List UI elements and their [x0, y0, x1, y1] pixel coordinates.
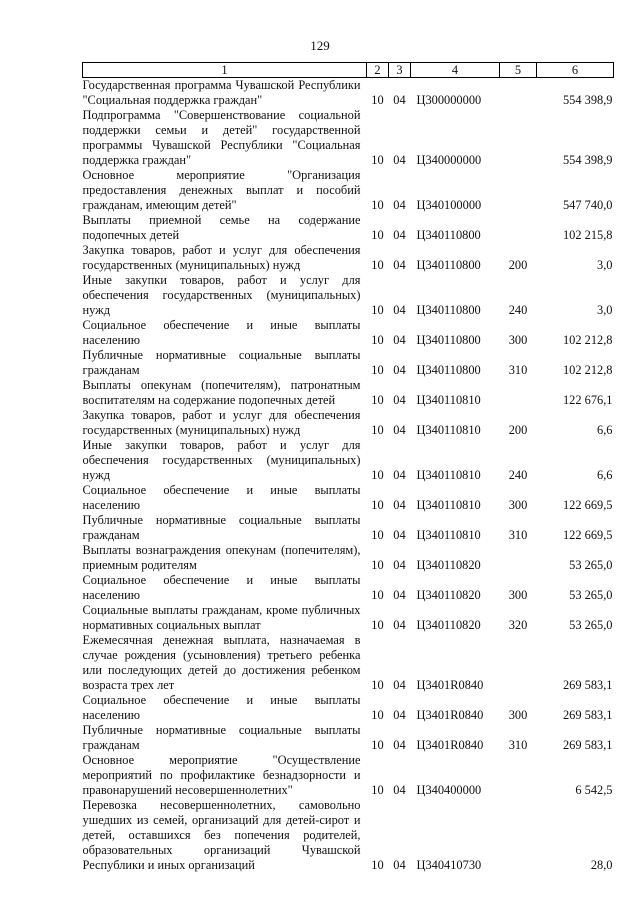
row-target-article-cell: Ц340110810 [416, 393, 481, 407]
row-section-cell: 10 [371, 423, 384, 437]
table-row [83, 273, 614, 318]
row-amount-cell: 102 215,8 [562, 228, 613, 242]
row-expense-type-cell: 200 [508, 258, 528, 272]
row-name-cell: Социальное обеспечение и иные выплаты населению [82, 483, 361, 512]
row-target-article-cell: Ц340110800 [416, 333, 481, 347]
table-row [83, 753, 614, 798]
row-amount-cell: 28,0 [590, 858, 613, 872]
row-target-article-cell: Ц340100000 [416, 198, 482, 212]
table-row [83, 483, 614, 513]
row-target-article-cell: Ц340110810 [416, 498, 481, 512]
row-subsection-cell: 04 [393, 858, 406, 872]
column-header-section: 2 [367, 63, 389, 78]
row-subsection-cell: 04 [393, 153, 406, 167]
row-name-cell: Основное мероприятие "Осуществление мероприятий по профилактике безнадзорности и правонарушений несовершеннолетних" [82, 753, 361, 797]
row-name-cell: Публичные нормативные социальные выплаты гражданам [82, 723, 361, 752]
column-header-name: 1 [83, 63, 367, 78]
row-section-cell: 10 [371, 738, 384, 752]
row-section-cell: 10 [371, 618, 384, 632]
table-row [83, 318, 614, 348]
table-row [83, 513, 614, 543]
row-section-cell: 10 [371, 678, 384, 692]
row-amount-cell: 554 398,9 [562, 153, 613, 167]
row-section-cell: 10 [371, 558, 384, 572]
table-row [83, 108, 614, 168]
table-row [83, 438, 614, 483]
row-expense-type-cell [500, 753, 537, 798]
row-expense-type-cell [500, 78, 537, 109]
row-target-article-cell: Ц3401R0840 [416, 738, 484, 752]
row-section-cell: 10 [371, 153, 384, 167]
row-subsection-cell: 04 [393, 678, 406, 692]
row-section-cell: 10 [371, 393, 384, 407]
row-amount-cell: 102 212,8 [562, 363, 613, 377]
row-subsection-cell: 04 [393, 708, 406, 722]
row-expense-type-cell: 310 [508, 528, 528, 542]
row-amount-cell: 53 265,0 [569, 588, 613, 602]
row-name-cell: Закупка товаров, работ и услуг для обеспечения государственных (муниципальных) нужд [82, 243, 361, 272]
table-row [83, 603, 614, 633]
row-amount-cell: 269 583,1 [562, 678, 613, 692]
row-amount-cell: 6,6 [597, 468, 613, 482]
row-amount-cell: 554 398,9 [562, 93, 613, 107]
row-subsection-cell: 04 [393, 423, 406, 437]
row-amount-cell: 102 212,8 [562, 333, 613, 347]
row-target-article-cell: Ц340000000 [416, 153, 482, 167]
row-name-cell: Закупка товаров, работ и услуг для обеспечения государственных (муниципальных) нужд [82, 408, 361, 437]
table-row [83, 78, 614, 109]
row-target-article-cell: Ц340110800 [416, 363, 481, 377]
row-section-cell: 10 [371, 303, 384, 317]
row-name-cell: Иные закупки товаров, работ и услуг для обеспечения государственных (муниципальных) нужд [82, 273, 361, 317]
row-expense-type-cell [500, 378, 537, 408]
row-target-article-cell: Ц340110800 [416, 228, 481, 242]
column-header-expense-type: 5 [500, 63, 537, 78]
row-subsection-cell: 04 [393, 363, 406, 377]
row-name-cell: Выплаты вознаграждения опекунам (попечителям), приемным родителям [82, 543, 361, 572]
row-subsection-cell: 04 [393, 588, 406, 602]
row-name-cell: Социальное обеспечение и иные выплаты населению [82, 693, 361, 722]
row-target-article-cell: Ц340400000 [416, 783, 482, 797]
row-subsection-cell: 04 [393, 498, 406, 512]
column-header-amount: 6 [537, 63, 614, 78]
row-subsection-cell: 04 [393, 783, 406, 797]
table-row [83, 633, 614, 693]
row-name-cell: Публичные нормативные социальные выплаты гражданам [82, 348, 361, 377]
row-subsection-cell: 04 [393, 618, 406, 632]
column-header-target-article: 4 [411, 63, 500, 78]
row-section-cell: 10 [371, 783, 384, 797]
table-row [83, 723, 614, 753]
row-expense-type-cell: 240 [508, 468, 528, 482]
row-target-article-cell: Ц300000000 [416, 93, 482, 107]
table-row [83, 378, 614, 408]
row-subsection-cell: 04 [393, 333, 406, 347]
row-subsection-cell: 04 [393, 738, 406, 752]
row-name-cell: Социальные выплаты гражданам, кроме публичных нормативных социальных выплат [82, 603, 361, 632]
row-subsection-cell: 04 [393, 468, 406, 482]
row-expense-type-cell: 310 [508, 363, 528, 377]
row-section-cell: 10 [371, 498, 384, 512]
row-expense-type-cell [500, 798, 537, 873]
row-name-cell: Перевозка несовершеннолетних, самовольно ушедших из семей, организаций для детей-сирот и детей, оставшихся без попечения родителей, образовательных организаций Чувашской Республики и иных организаций [82, 798, 361, 872]
row-section-cell: 10 [371, 468, 384, 482]
row-amount-cell: 3,0 [597, 303, 613, 317]
row-expense-type-cell [500, 543, 537, 573]
row-expense-type-cell: 300 [508, 708, 528, 722]
row-amount-cell: 6,6 [597, 423, 613, 437]
row-name-cell: Подпрограмма "Совершенствование социальной поддержки семьи и детей" государственной программы Чувашской Республики "Социальная поддержка граждан" [82, 108, 361, 167]
row-amount-cell: 269 583,1 [562, 738, 613, 752]
row-name-cell: Государственная программа Чувашской Республики "Социальная поддержка граждан" [82, 78, 361, 107]
table-row [83, 573, 614, 603]
table-row [83, 798, 614, 873]
row-subsection-cell: 04 [393, 258, 406, 272]
row-section-cell: 10 [371, 93, 384, 107]
row-expense-type-cell [500, 633, 537, 693]
row-target-article-cell: Ц340110810 [416, 528, 481, 542]
row-subsection-cell: 04 [393, 228, 406, 242]
row-subsection-cell: 04 [393, 393, 406, 407]
row-name-cell: Ежемесячная денежная выплата, назначаемая в случае рождения (усыновления) третьего ребенка или последующих детей до достижения ребенком возраста трех лет [82, 633, 361, 692]
row-expense-type-cell: 310 [508, 738, 528, 752]
row-name-cell: Публичные нормативные социальные выплаты гражданам [82, 513, 361, 542]
row-expense-type-cell: 300 [508, 588, 528, 602]
table-row [83, 168, 614, 213]
row-name-cell: Выплаты опекунам (попечителям), патронатным воспитателям на содержание подопечных детей [82, 378, 361, 407]
row-expense-type-cell [500, 168, 537, 213]
table-row [83, 243, 614, 273]
row-expense-type-cell: 300 [508, 498, 528, 512]
row-subsection-cell: 04 [393, 558, 406, 572]
row-target-article-cell: Ц340110800 [416, 258, 481, 272]
row-amount-cell: 122 669,5 [562, 498, 613, 512]
row-section-cell: 10 [371, 588, 384, 602]
row-target-article-cell: Ц340410730 [416, 858, 482, 872]
row-amount-cell: 122 676,1 [562, 393, 613, 407]
row-expense-type-cell: 200 [508, 423, 528, 437]
row-name-cell: Основное мероприятие "Организация предоставления денежных выплат и пособий гражданам, имеющим детей" [82, 168, 361, 212]
table-row [83, 348, 614, 378]
table-row [83, 693, 614, 723]
row-name-cell: Иные закупки товаров, работ и услуг для обеспечения государственных (муниципальных) нужд [82, 438, 361, 482]
row-name-cell: Выплаты приемной семье на содержание подопечных детей [82, 213, 361, 242]
row-section-cell: 10 [371, 363, 384, 377]
row-section-cell: 10 [371, 198, 384, 212]
row-target-article-cell: Ц340110800 [416, 303, 481, 317]
row-amount-cell: 6 542,5 [575, 783, 613, 797]
row-subsection-cell: 04 [393, 93, 406, 107]
budget-table [82, 62, 614, 873]
row-target-article-cell: Ц340110820 [416, 588, 481, 602]
row-amount-cell: 269 583,1 [562, 708, 613, 722]
row-amount-cell: 547 740,0 [562, 198, 613, 212]
row-expense-type-cell: 320 [508, 618, 528, 632]
table-row [83, 213, 614, 243]
row-amount-cell: 122 669,5 [562, 528, 613, 542]
table-row [83, 408, 614, 438]
table-row [83, 543, 614, 573]
row-target-article-cell: Ц340110810 [416, 468, 481, 482]
row-expense-type-cell [500, 213, 537, 243]
row-section-cell: 10 [371, 708, 384, 722]
table-header-row [83, 63, 614, 78]
page-number: 129 [310, 38, 330, 53]
row-amount-cell: 53 265,0 [569, 618, 613, 632]
row-target-article-cell: Ц340110820 [416, 558, 481, 572]
row-amount-cell: 53 265,0 [569, 558, 613, 572]
row-target-article-cell: Ц340110810 [416, 423, 481, 437]
row-amount-cell: 3,0 [597, 258, 613, 272]
column-header-subsection: 3 [389, 63, 411, 78]
row-section-cell: 10 [371, 858, 384, 872]
row-target-article-cell: Ц3401R0840 [416, 708, 484, 722]
row-expense-type-cell: 240 [508, 303, 528, 317]
row-name-cell: Социальное обеспечение и иные выплаты населению [82, 318, 361, 347]
row-subsection-cell: 04 [393, 198, 406, 212]
row-subsection-cell: 04 [393, 528, 406, 542]
row-name-cell: Социальное обеспечение и иные выплаты населению [82, 573, 361, 602]
row-section-cell: 10 [371, 333, 384, 347]
row-section-cell: 10 [371, 258, 384, 272]
row-section-cell: 10 [371, 228, 384, 242]
row-target-article-cell: Ц3401R0840 [416, 678, 484, 692]
row-subsection-cell: 04 [393, 303, 406, 317]
row-target-article-cell: Ц340110820 [416, 618, 481, 632]
row-expense-type-cell: 300 [508, 333, 528, 347]
row-expense-type-cell [500, 108, 537, 168]
row-section-cell: 10 [371, 528, 384, 542]
table-body [83, 78, 614, 874]
